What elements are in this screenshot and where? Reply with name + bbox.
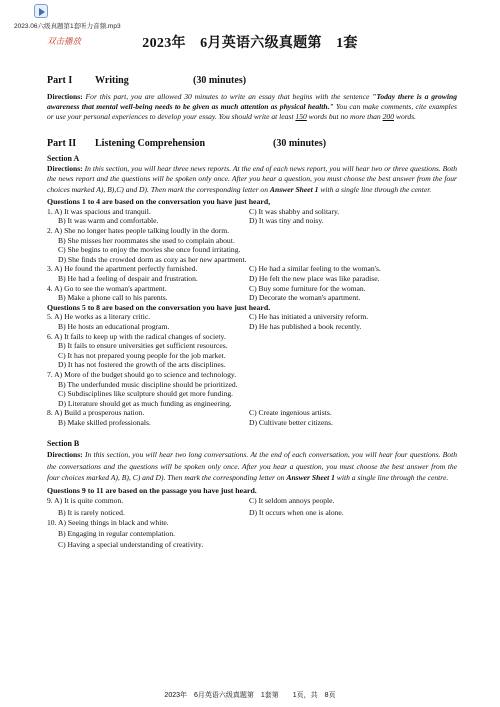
document-body [47,68,457,551]
part2-time: (30 minutes) [273,137,327,149]
audio-file-name[interactable]: 2023.06六级真题第1套听力音频.mp3 [14,23,121,30]
question-1: 1. A) It was spacious and tranquil. C) It was shabby and solitary. B) It was warm and comfortable. D) It was tiny and noisy. [47,206,340,226]
question-9: 9. A) It is quite common. C) It seldom annoys people. B) It is rarely noticed. D) It occurs when one is alone. [47,496,344,517]
audio-file-icon[interactable] [34,4,48,18]
part1-label: Part I [47,75,73,86]
question-10: 10. A) Seeing things in black and white. B) Engaging in regular contemplation. C) Having a special understanding of creativity. [47,518,204,550]
section-a-directions: Directions: In this section, you will hear three news reports. At the end of each news report, you will hear two or three questions. Both the news report and the questions will be spoken only once. After you hear a question, you must choose the best answer from the four choices marked A), B),C) and D). Then mark the corresponding letter on Answer Sheet 1 with a single line through the center. [47,164,457,194]
question-7: 7. A) More of the budget should go to science and technology. B) The underfunded music discipline should be prioritized. C) Subdisciplines like sculpture should get more funding. D) Literature should get as much funding as engineering. [47,369,238,408]
question-3: 3. A) He found the apartment perfectly furnished. C) He had a similar feeling to the woman's. B) He had a feeling of despair and frustration. D) He felt the new place was like paradise. [47,264,381,283]
section-a-heading: Section A [47,154,80,164]
page-title: 2023年 6月英语六级真题第 1套 [142,36,358,51]
question-group-heading: Questions 9 to 11 are based on the passage you have just heard. [47,485,257,495]
part2-heading [47,139,457,149]
section-b-heading: Section B [47,439,80,449]
question-2: 2. A) She no longer hates people talking loudly in the dorm. B) She misses her roommates she used to complain about. C) She begins to enjoy the movies she once found irritating. D) She finds the crowded dorm as cozy as her new apartment. [47,226,247,264]
part1-directions: Directions: For this part, you are allowed 30 minutes to write an essay that begins with the sentence "Today there is a growing awareness that mental well-being needs to be given as much attention as physical health." You can make comments, cite examples or use your personal experiences to develop your essay. You should write at least 150 words but no more than 200 words. [47,91,457,122]
question-5: 5. A) He works as a literary critic. C) He has initiated a university reform. B) He hosts an educational program. D) He has published a book recently. [47,312,369,331]
double-click-play-label: 双击播放 [47,36,82,46]
part1-time: (30 minutes) [193,75,247,86]
question-group-heading: Questions 1 to 4 are based on the conversation you have just heard, [47,197,271,207]
part2-name: Listening Comprehension [95,137,206,149]
section-b-directions: Directions: In this section, you will hear two long conversations. At the end of each conversation, you will hear four questions. Both the conversations and the questions will be spoken only once. After you hear a question, you must choose the best answer from the four choices marked A), B), C) and D). Then mark the corresponding letter on Answer Sheet 1 with a single line through the centre. [47,450,457,483]
question-group-heading: Questions 5 to 8 are based on the conversation you have just heard. [47,302,271,312]
page-footer: 2023年 6月英语六级真题第 1套第 1页，共 8页 [164,692,336,699]
part1-heading [47,76,457,86]
question-8: 8. A) Build a prosperous nation. C) Create ingenious artists. B) Make skilled professionals. D) Cultivate better citizens. [47,408,333,427]
part2-label: Part II [47,137,77,149]
part1-name: Writing [95,75,129,86]
question-4: 4. A) Go to see the woman's apartment. C) Buy some furniture for the woman. B) Make a phone call to his parents. D) Decorate the woman's apartment. [47,283,366,303]
question-6: 6. A) It fails to keep up with the radical changes of society. B) It fails to ensure universities get sufficient resources. C) It has not prepared young people for the job market. D) It has not fostered the growth of the arts disciplines. [47,331,228,370]
